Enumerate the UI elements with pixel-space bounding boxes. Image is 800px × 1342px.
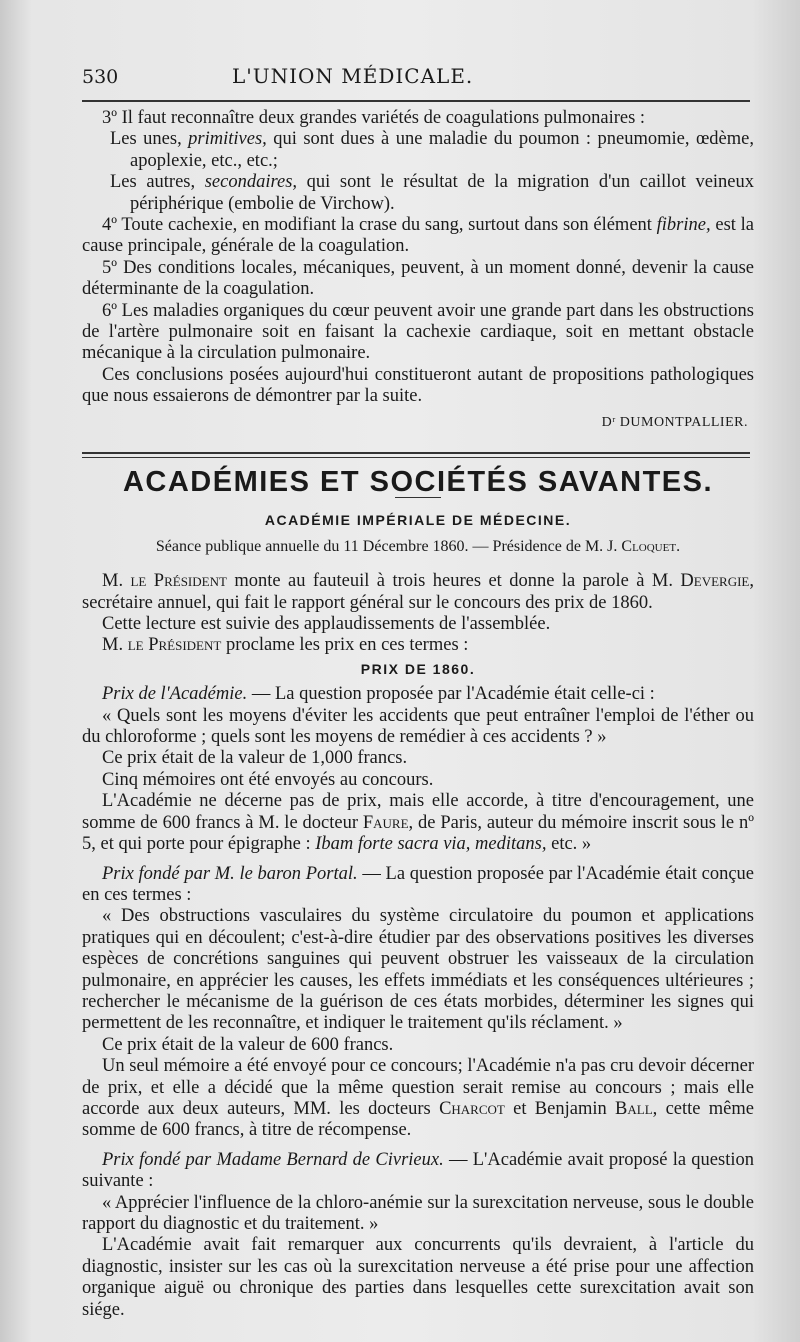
paragraph: « Apprécier l'influence de la chloro-anémie sur la surexcitation nerveuse, sous le double rapport du diagnostic et du traitement. » <box>82 1192 754 1234</box>
running-title: L'UNION MÉDICALE. <box>232 64 474 88</box>
paragraph: 4º Toute cachexie, en modifiant la crase du sang, surtout dans son élément fibrine, est la cause principale, générale de la coagulation. <box>82 215 754 257</box>
author-signature: Dʳ DUMONTPALLIER. <box>601 414 748 430</box>
academies-section <box>82 454 754 1321</box>
paragraph: L'Académie ne décerne pas de prix, mais elle accorde, à titre d'encouragement, une somme de 600 francs à M. le docteur Faure, de Paris, auteur du mémoire inscrit sous le nº 5, et qui porte pour épigraphe : Ibam forte sacra via, meditans, etc. » <box>82 791 754 855</box>
paragraph: Ce prix était de la valeur de 1,000 francs. <box>102 748 408 769</box>
paragraph: Les unes, primitives, qui sont dues à une maladie du poumon : pneumomie, œdème, apoplexie, etc., etc.; <box>110 129 754 171</box>
academy-title: ACADÉMIE IMPÉRIALE DE MÉDECINE. <box>264 512 572 529</box>
paragraph: Les autres, secondaires, qui sont le résultat de la migration d'un caillot veineux périphérique (embolie de Virchow). <box>110 172 755 214</box>
paragraph: 5º Des conditions locales, mécaniques, peuvent, à un moment donné, devenir la cause déterminante de la coagulation. <box>82 257 754 300</box>
page-header <box>82 64 750 98</box>
paragraph: Un seul mémoire a été envoyé pour ce concours; l'Académie n'a pas cru devoir décerner de prix, et elle a décidé que la même question serait remise au concours ; mais elle accorde aux deux auteurs, MM. les docteurs Charcot et Benjamin Ball, cette même somme de 600 francs, à titre de récompense. <box>82 1056 754 1141</box>
paragraph: Ces conclusions posées aujourd'hui constitueront autant de propositions pathologiques que nous essaierons de démontrer par la suite. <box>82 364 754 407</box>
paragraph: M. le Président monte au fauteuil à trois heures et donne la parole à M. Devergie, secrétaire annuel, qui fait le rapport général sur le concours des prix de 1860. <box>82 571 754 613</box>
paragraph: Ce prix était de la valeur de 600 francs. <box>102 1034 394 1055</box>
prize-heading: PRIX DE 1860. <box>360 660 476 677</box>
paragraph: « Quels sont les moyens d'éviter les accidents que peut entraîner l'emploi de l'éther ou du chloroforme ; quels sont les moyens de remédier à ces accidents ? » <box>82 705 754 748</box>
session-line: Séance publique annuelle du 11 Décembre 1860. — Présidence de M. J. Cloquet. <box>155 537 681 555</box>
paragraph: L'Académie avait fait remarquer aux concurrents qu'ils devraient, à l'article du diagnostic, insister sur les cas où la surexcitation nerveuse a été prise pour une affection organique aiguë ou chronique des parties dans lesquelles cette surexcitation avait son siége. <box>82 1235 754 1320</box>
paragraph: Cette lecture est suivie des applaudissements de l'assemblée. <box>102 614 551 635</box>
paragraph: Prix fondé par Madame Bernard de Civrieux. — L'Académie avait proposé la question suivante : <box>82 1149 754 1192</box>
paragraph: 3º Il faut reconnaître deux grandes variétés de coagulations pulmonaires : <box>102 108 646 128</box>
paragraph: M. le Président proclame les prix en ces termes : <box>102 635 469 656</box>
paragraph: Prix de l'Académie. — La question proposée par l'Académie était celle-ci : <box>102 684 655 705</box>
paragraph: 6º Les maladies organiques du cœur peuvent avoir une grande part dans les obstructions de l'artère pulmonaire soit en faisant la cachexie cardiaque, soit en mettant obstacle mécanique à la circulation pulmonaire. <box>82 300 754 364</box>
section-title: ACADÉMIES ET SOCIÉTÉS SAVANTES. <box>122 466 714 498</box>
header-rule <box>82 100 750 102</box>
paragraph: Cinq mémoires ont été envoyés au concours. <box>102 769 434 790</box>
paragraph: « Des obstructions vasculaires du système circulatoire du poumon et applications pratiques qui en découlent; c'est-à-dire étudier par des observations positives les diverses espèces de concrétions sanguines qui peuvent obstruer les vaisseaux de la circulation pulmonaire, en apprécier les causes, les effets immédiats et les conséquences ultérieures ; rechercher le mécanisme de la guérison de ces états morbides, déterminer les signes qui permettent de les reconnaître, et indiquer le traitement qu'ils réclament. » <box>82 906 754 1034</box>
intro-text <box>82 108 754 433</box>
page-number: 530 <box>82 66 119 88</box>
paragraph: Prix fondé par M. le baron Portal. — La question proposée par l'Académie était conçue en ces termes : <box>82 863 754 905</box>
